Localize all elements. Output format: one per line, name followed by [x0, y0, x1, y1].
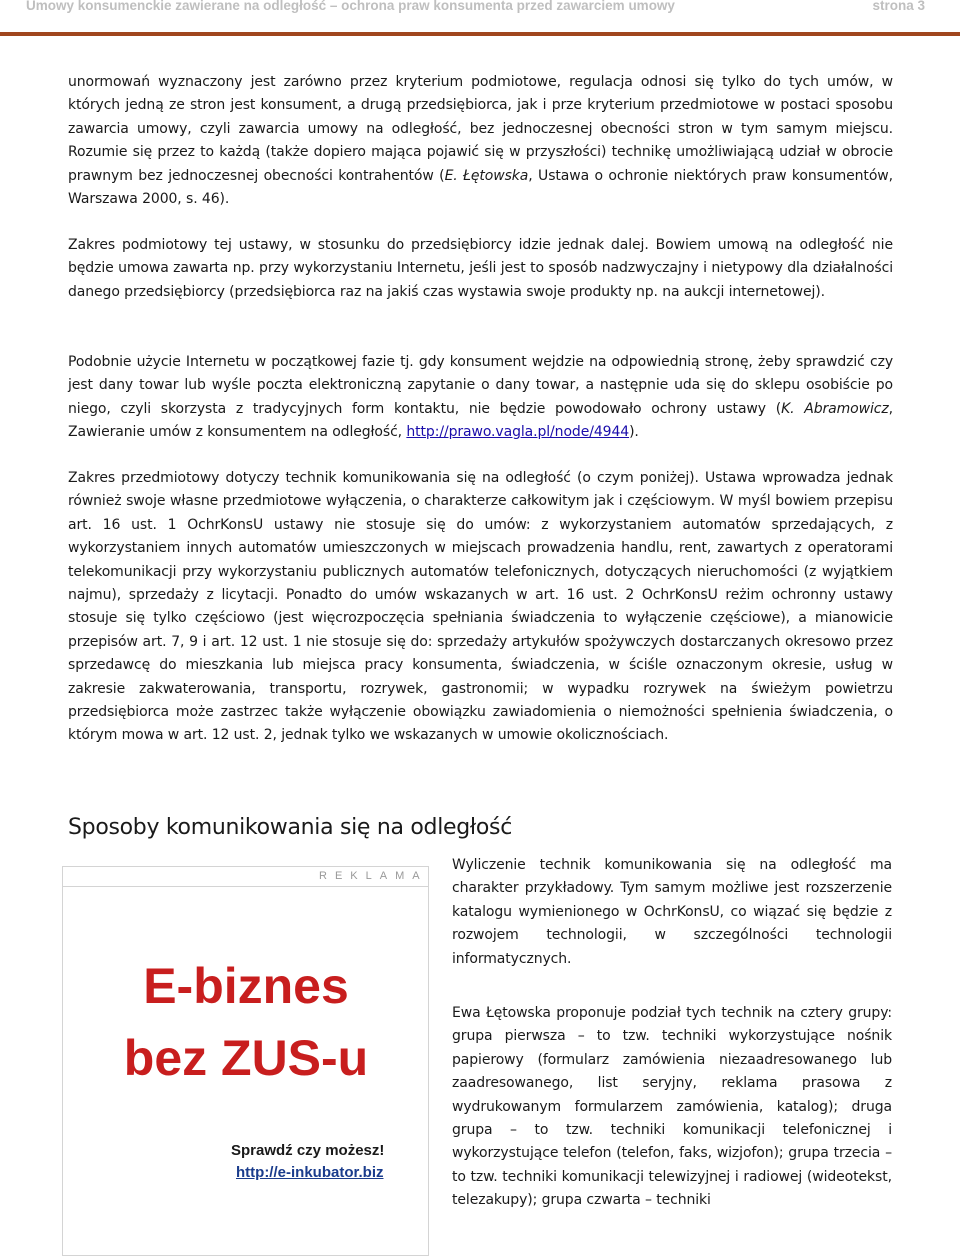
- author-abramowicz: K. Abramowicz: [781, 400, 889, 417]
- vagla-link[interactable]: http://prawo.vagla.pl/node/4944: [406, 424, 630, 441]
- paragraph-techniques-list: Wyliczenie technik komunikowania się na odległość ma charakter przykładowy. Tym samym możliwe jest rozszerzenie katalogu wymienionego w OchrKonsU, co wiązać się będzie z rozwojem technologii, w szczególności technologii informatycznych.: [452, 857, 892, 967]
- section-heading: Sposoby komunikowania się na odległość: [68, 815, 512, 840]
- ad-headline-line2[interactable]: bez ZUS-u: [123, 1030, 369, 1086]
- paragraph-scope-text-a: unormowań wyznaczony jest zarówno przez kryterium podmiotowe, regulacja odnosi się tylko do tych umów, w których jedną ze stron jest konsument, a drugą przedsiębiorca, jak i prze kryterium przedmiotowe w postaci sposobu zawarcia umowy, czyli zawarcia umowy na odległość, bez jednoczesnej obecności stron w tym samym miejscu. Rozumie się przez to każdą (także dopiero mająca pojawić się w przyszłości) technikę umożliwiającą udział w obrocie prawnym bez jednoczesnej obecności kontrahentów (: [68, 74, 893, 184]
- paragraph-scope-text-b: , Ustawa o ochronie niektórych praw konsumentów, Warszawa 2000, s. 46).: [68, 167, 893, 208]
- paragraph-objective-scope: Zakres przedmiotowy dotyczy technik komunikowania się na odległość (o czym poniżej). Ustawa wprowadza jednak również swoje własne przedmiotowe wyłączenia, o charakterze całkowitym jak i częściowym. W myśl bowiem przepisu art. 16 ust. 1 OchrKonsU ustawy nie stosuje się do umów: z wykorzystaniem automatów sprzedających, z wykorzystaniem innych automatów umieszczonych w miejscach prowadzenia handlu, rent, zawartych z operatorami telekomunikacji przy wykorzystaniu publicznych automatów telefonicznych, dotyczących nieruchomości (z wyjątkiem najmu), sprzedaży z licytacji. Ponadto do umów wskazanych w art. 16 ust. 2 OchrKonsU reżim ochronny ustawy stosuje się tylko częściowo (jest więcrozpoczęcia spełniania świadczenia to wyłączenie częściowe), a mianowicie przepisów art. 7, 9 i art. 12 ust. 1 nie stosuje się do: sprzedaży artykułów spożywczych dostarczanych okresowo przez sprzedawcę do mieszkania lub miejsca pracy konsumenta, świadczenia, w ściśle oznaczonym okresie, usług w zakresie zakwaterowania, transportu, rozrywek, gastronomii; w wypadku rozrywek na świeżym powietrzu przedsiębiorca może zastrzec także wyłączenie obowiązku zawiadomienia o niemożności spełnienia świadczenia, o którym mowa w art. 12 ust. 2, jednak tylko we wskazanych w umowie okolicznościach.: [68, 470, 893, 744]
- page-number: strona 3: [872, 0, 925, 13]
- paragraph-internet-text-b: , Zawieranie umów z konsumentem na odległość,: [68, 400, 893, 441]
- paragraph-subjective-scope: Zakres podmiotowy tej ustawy, w stosunku do przedsiębiorcy idzie jednak dalej. Bowiem umową na odległość nie będzie umowa zawarta np. przy wykorzystaniu Internetu, jeśli jest to sposób nadzwyczajny i nietypowy dla działalności danego przedsiębiorcy (przedsiębiorca raz na jakiś czas wystawia swoje produkty np. na aukcji internetowej).: [68, 237, 893, 300]
- paragraph-techniques-groups: Ewa Łętowska proponuje podział tych technik na cztery grupy: grupa pierwsza – to tzw. techniki wykorzystujące nośnik papierowy (formularz zamówienia niezaadresowanego lub zaadresowanego, list seryjny, reklama prasowa z wydrukowanym formularzem zamówienia, katalog); druga grupa – to tzw. techniki komunikacji telefonicznej i wykorzystujące telefon (telefon, faks, wizjofon); grupa trzecia – to tzw. techniki komunikacji telewizyjnej i radiowej (wideotekst, telezakupy); grupa czwarta – techniki: [452, 1005, 892, 1209]
- ad-label: REKLAMA: [319, 870, 428, 882]
- page-header: [0, 0, 960, 36]
- ad-headline-line1[interactable]: E-biznes: [143, 958, 349, 1014]
- paragraph-internet-text-c: ).: [629, 424, 639, 441]
- author-letowska: E. Łętowska: [444, 167, 529, 184]
- ad-divider: [63, 886, 428, 887]
- paragraph-internet-use: [68, 351, 893, 445]
- ad-call-to-action[interactable]: Sprawdź czy możesz!: [231, 1142, 385, 1159]
- ad-link[interactable]: http://e-inkubator.biz: [236, 1164, 384, 1181]
- paragraph-internet-text-a: Podobnie użycie Internetu w początkowej fazie tj. gdy konsument wejdzie na odpowiednią stronę, żeby sprawdzić czy jest dany towar lub wyśle poczta elektroniczną zapytanie o dany towar, a następnie uda się do sklepu osobiście po niego, czyli skorzysta z tradycyjnych form kontaktu, nie będzie powodowało ochrony ustawy (: [68, 354, 893, 417]
- paragraph-scope: [68, 71, 893, 211]
- header-title: Umowy konsumenckie zawierane na odległość – ochrona praw konsumenta przed zawarciem umowy: [26, 0, 675, 13]
